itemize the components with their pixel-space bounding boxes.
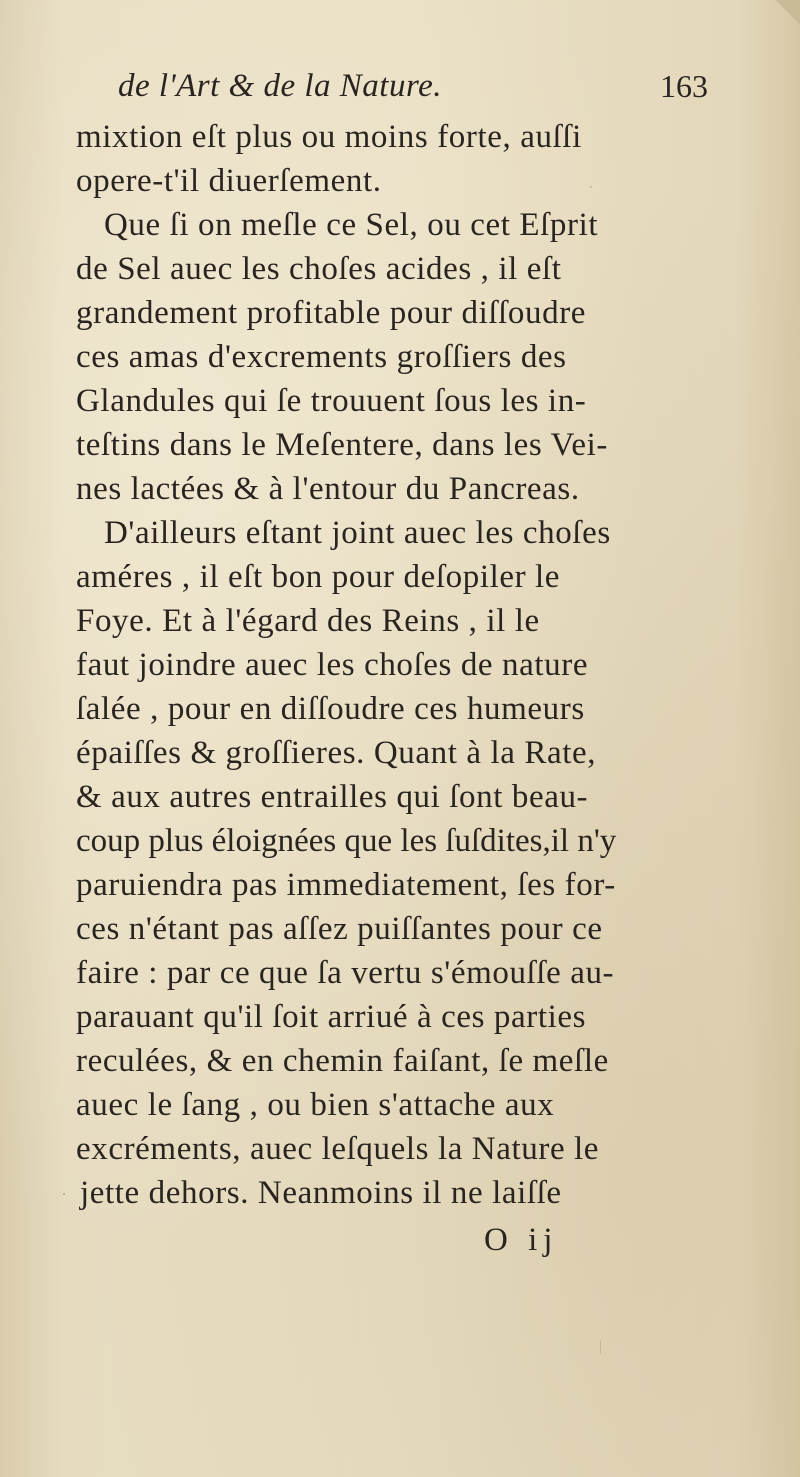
text-line: nes lactées & à l'entour du Pancreas.: [76, 471, 580, 507]
text-line: ces amas d'excrements groſſiers des: [76, 339, 567, 375]
paper-speck: [600, 1340, 601, 1354]
text-line: D'ailleurs eſtant joint auec les choſes: [104, 515, 611, 551]
text-line: mixtion eſt plus ou moins forte, auſſi: [76, 119, 582, 155]
text-line: de Sel auec les choſes acides , il eſt: [76, 251, 562, 287]
text-line: faut joindre auec les choſes de nature: [76, 647, 589, 683]
text-line: & aux autres entrailles qui ſont beau-: [76, 779, 589, 815]
text-line: paruiendra pas immediatement, ſes for-: [76, 867, 616, 903]
text-line: teſtins dans le Meſentere, dans les Vei-: [76, 427, 609, 463]
text-line: coup plus éloignées que les ſuſdites,il n'y: [76, 823, 617, 859]
running-title: de l'Art & de la Nature.: [118, 68, 442, 104]
text-line: opere-t'il diuerſement.: [76, 163, 382, 199]
text-line: faire : par ce que ſa vertu s'émouſſe au-: [76, 955, 615, 991]
page-number: 163: [660, 68, 708, 104]
text-line: excréments, auec leſquels la Nature le: [76, 1131, 600, 1167]
paper-speck: [63, 1193, 65, 1195]
text-line: Glandules qui ſe trouuent ſous les in-: [76, 383, 587, 419]
text-line: Foye. Et à l'égard des Reins , il le: [76, 603, 540, 639]
text-line: reculées, & en chemin faiſant, ſe meſle: [76, 1043, 609, 1079]
text-line: parauant qu'il ſoit arriué à ces parties: [76, 999, 587, 1035]
text-line: grandement profitable pour diſſoudre: [76, 295, 587, 331]
text-line: jette dehors. Neanmoins il ne laiſſe: [80, 1175, 562, 1211]
signature-mark: O ij: [484, 1222, 559, 1258]
paper-speck: [590, 186, 592, 188]
text-line: ſalée , pour en diſſoudre ces humeurs: [76, 691, 585, 727]
running-head: [118, 68, 708, 108]
text-line: Que ſi on meſle ce Sel, ou cet Eſprit: [104, 207, 599, 243]
text-line: épaiſſes & groſſieres. Quant à la Rate,: [76, 735, 597, 771]
text-line: ces n'étant pas aſſez puiſſantes pour ce: [76, 911, 603, 947]
text-line: améres , il eſt bon pour deſopiler le: [76, 559, 561, 595]
page-corner-shadow: [760, 0, 800, 40]
text-line: auec le ſang , ou bien s'attache aux: [76, 1087, 555, 1123]
